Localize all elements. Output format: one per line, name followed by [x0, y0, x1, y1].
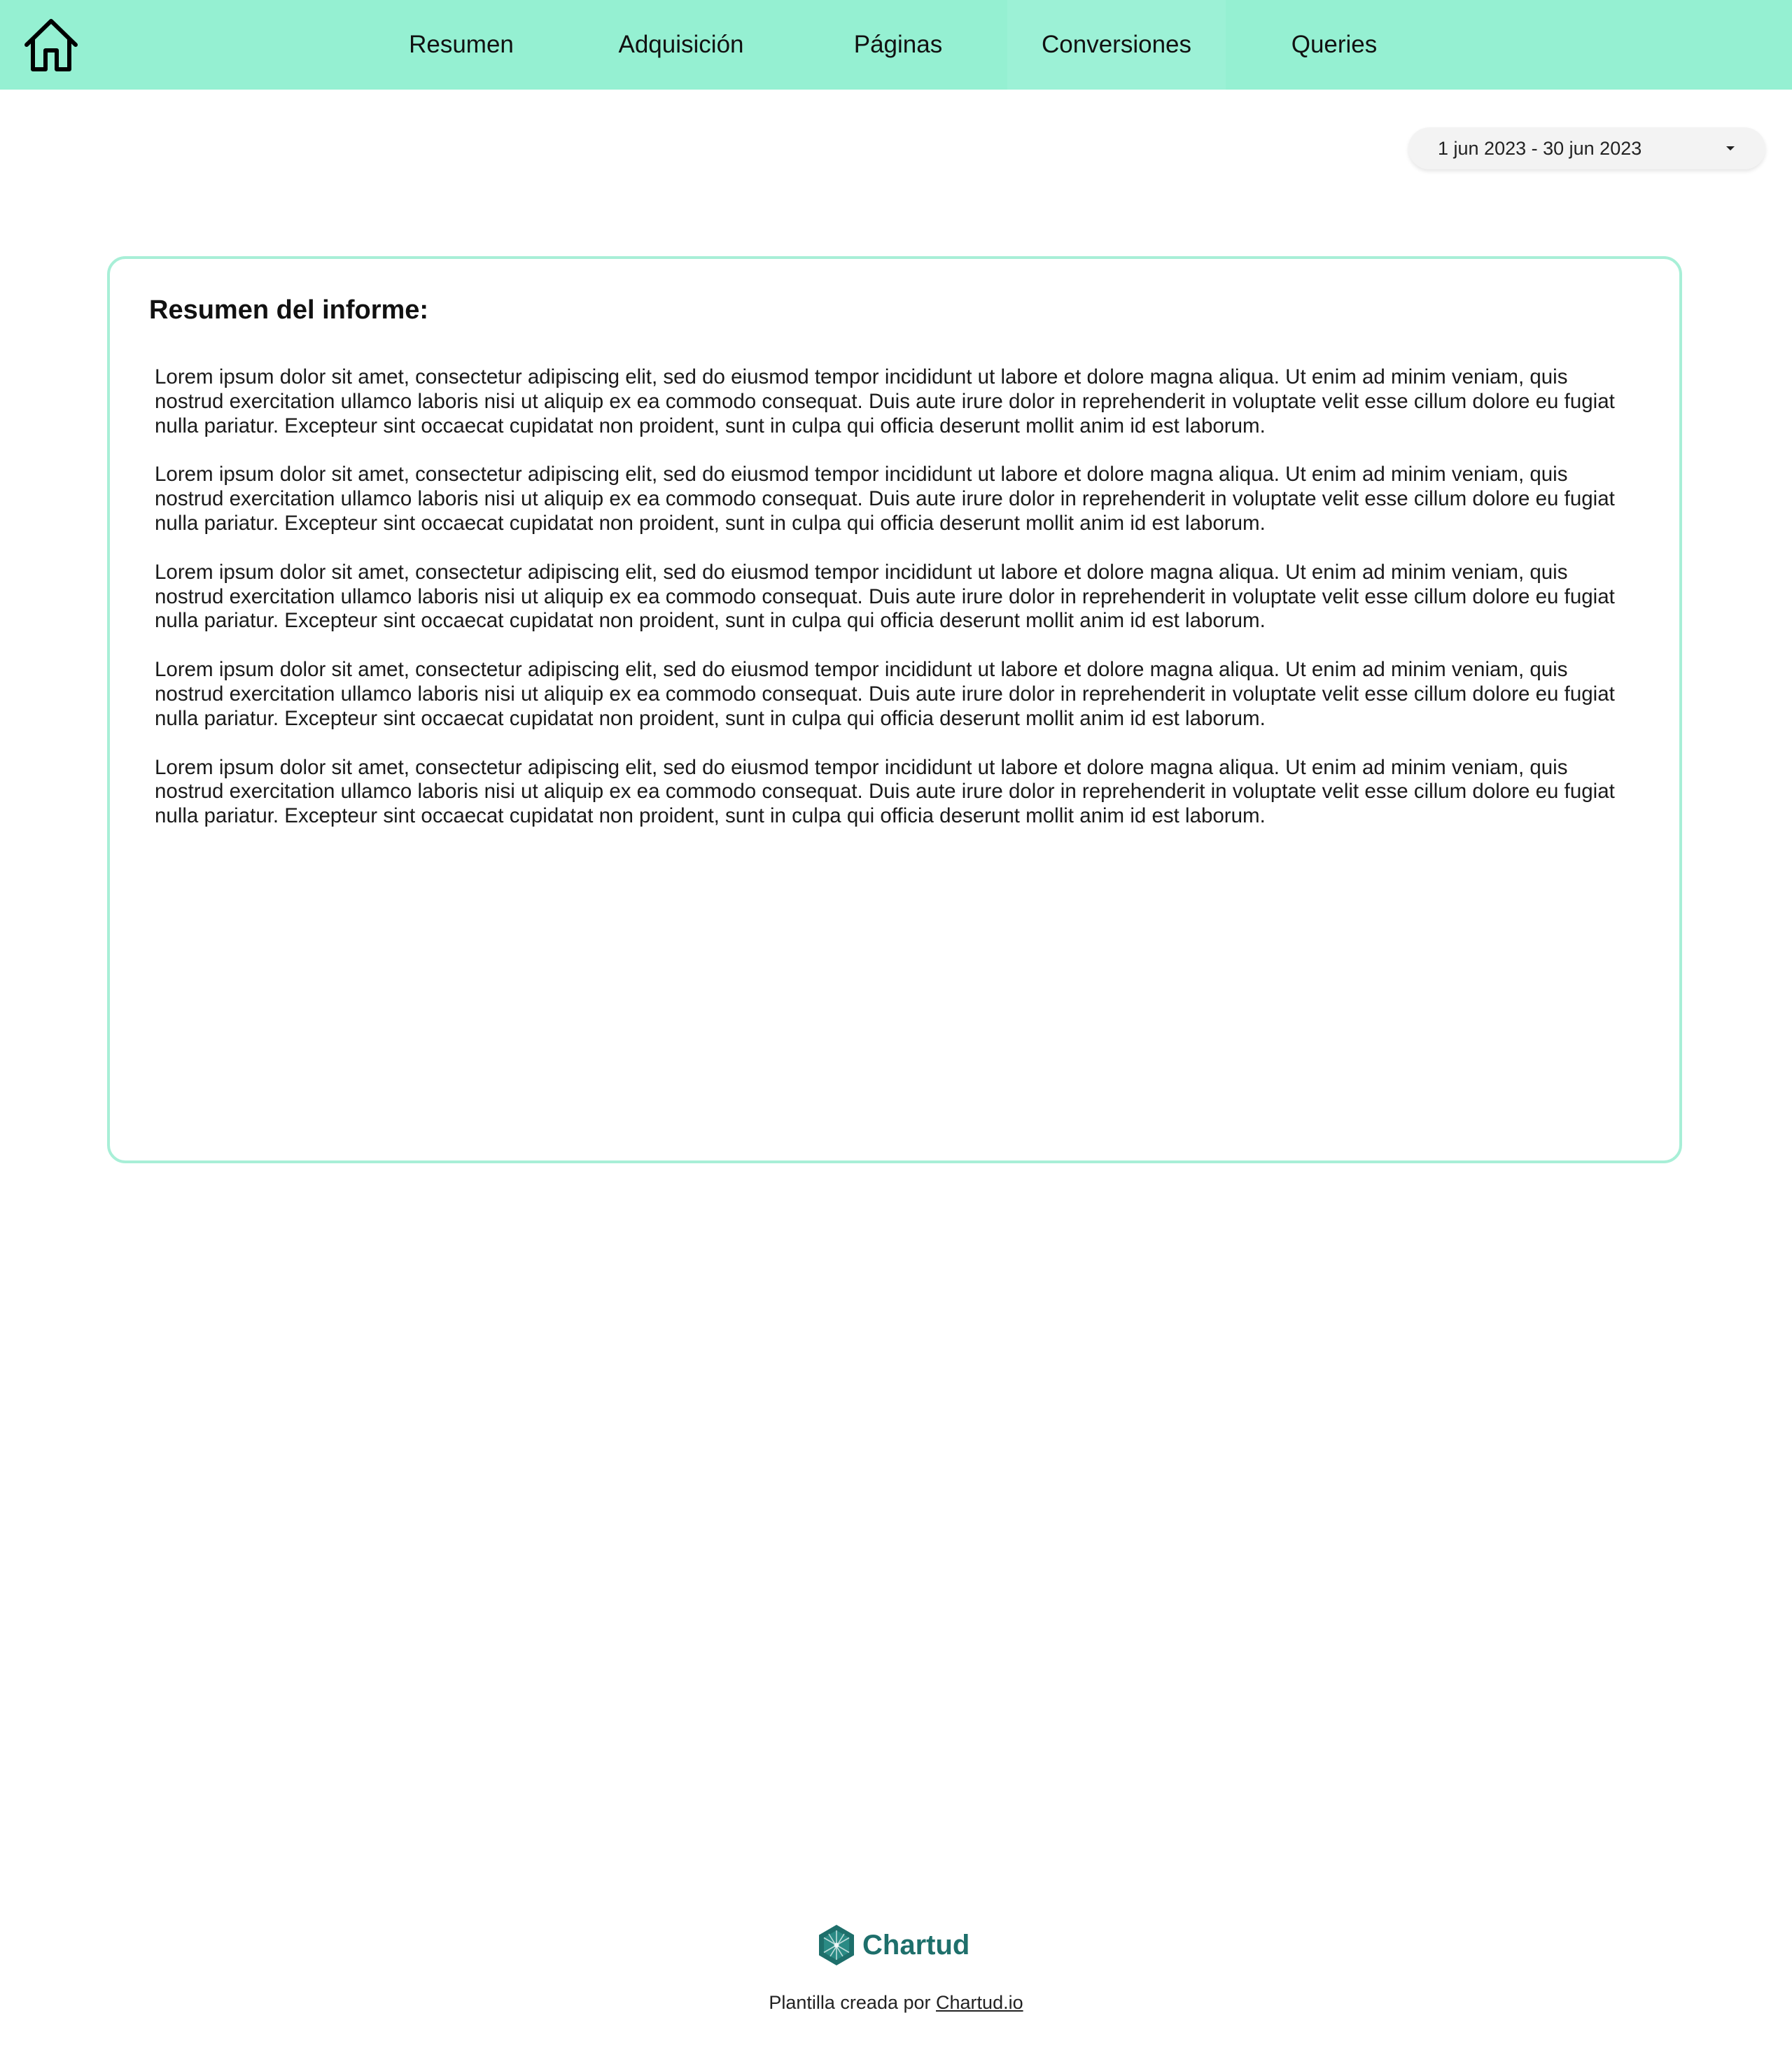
chartud-logo [815, 1922, 969, 1968]
home-button[interactable] [21, 15, 81, 76]
summary-paragraph: Lorem ipsum dolor sit amet, consectetur adipiscing elit, sed do eiusmod tempor incididunt ut labore et dolore magna aliqua. Ut enim ad minim veniam, quis nostrud exercitation ullamco laboris nisi ut aliquip ex ea commodo consequat. Duis aute irure dolor in reprehenderit in voluptate velit esse cillum dolore eu fugiat nulla pariatur. Excepteur sint occaecat cupidatat non proident, sunt in culpa qui officia deserunt mollit anim id est laborum. [155, 365, 1615, 437]
chartud-link[interactable]: Chartud.io [936, 1992, 1023, 2013]
summary-paragraph: Lorem ipsum dolor sit amet, consectetur adipiscing elit, sed do eiusmod tempor incididunt ut labore et dolore magna aliqua. Ut enim ad minim veniam, quis nostrud exercitation ullamco laboris nisi ut aliquip ex ea commodo consequat. Duis aute irure dolor in reprehenderit in voluptate velit esse cillum dolore eu fugiat nulla pariatur. Excepteur sint occaecat cupidatat non proident, sunt in culpa qui officia deserunt mollit anim id est laborum. [155, 463, 1615, 535]
summary-paragraph: Lorem ipsum dolor sit amet, consectetur adipiscing elit, sed do eiusmod tempor incididunt ut labore et dolore magna aliqua. Ut enim ad minim veniam, quis nostrud exercitation ullamco laboris nisi ut aliquip ex ea commodo consequat. Duis aute irure dolor in reprehenderit in voluptate velit esse cillum dolore eu fugiat nulla pariatur. Excepteur sint occaecat cupidatat non proident, sunt in culpa qui officia deserunt mollit anim id est laborum. [155, 755, 1615, 828]
tab-adquisicion[interactable]: Adquisición [618, 31, 744, 58]
summary-paragraph: Lorem ipsum dolor sit amet, consectetur adipiscing elit, sed do eiusmod tempor incididunt ut labore et dolore magna aliqua. Ut enim ad minim veniam, quis nostrud exercitation ullamco laboris nisi ut aliquip ex ea commodo consequat. Duis aute irure dolor in reprehenderit in voluptate velit esse cillum dolore eu fugiat nulla pariatur. Excepteur sint occaecat cupidatat non proident, sunt in culpa qui officia deserunt mollit anim id est laborum. [155, 560, 1615, 633]
tab-resumen[interactable]: Resumen [409, 31, 514, 58]
tab-queries[interactable]: Queries [1291, 31, 1378, 58]
footer-credit [0, 1992, 1792, 2014]
tab-paginas[interactable]: Páginas [853, 31, 943, 58]
tab-conversiones[interactable]: Conversiones [1007, 0, 1226, 90]
chartud-logo-icon [815, 1923, 858, 1967]
date-range-label: 1 jun 2023 - 30 jun 2023 [1438, 138, 1642, 159]
date-range-selector[interactable] [1408, 127, 1765, 169]
report-summary-card [107, 256, 1682, 1163]
summary-body [155, 365, 1639, 853]
chevron-down-icon [1726, 146, 1735, 150]
summary-title: Resumen del informe: [149, 295, 429, 325]
summary-paragraph: Lorem ipsum dolor sit amet, consectetur adipiscing elit, sed do eiusmod tempor incididunt ut labore et dolore magna aliqua. Ut enim ad minim veniam, quis nostrud exercitation ullamco laboris nisi ut aliquip ex ea commodo consequat. Duis aute irure dolor in reprehenderit in voluptate velit esse cillum dolore eu fugiat nulla pariatur. Excepteur sint occaecat cupidatat non proident, sunt in culpa qui officia deserunt mollit anim id est laborum. [155, 658, 1615, 730]
brand-name: Chartud [862, 1929, 970, 1961]
home-icon [21, 15, 81, 76]
top-nav-bar [0, 0, 1792, 90]
footer-credit-text: Plantilla creada por [769, 1992, 931, 2013]
